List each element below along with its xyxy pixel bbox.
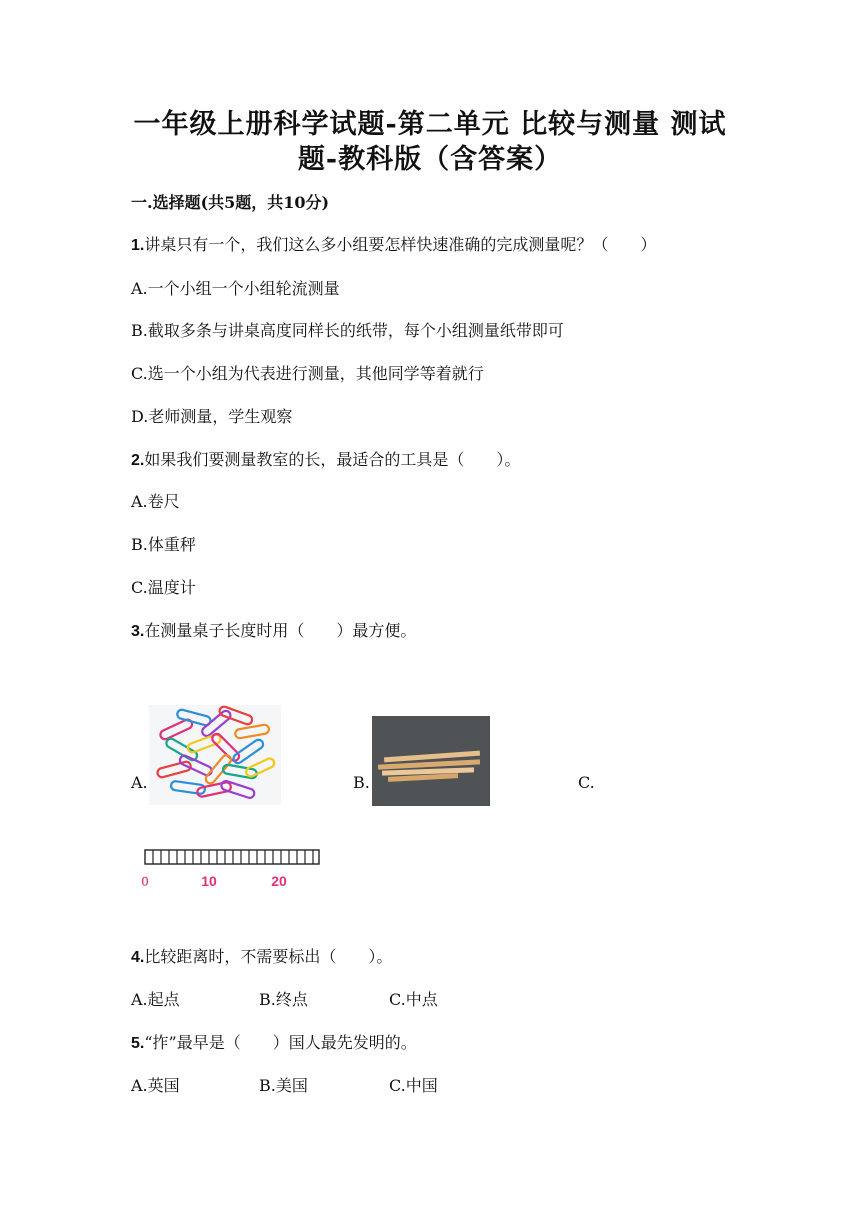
ruler-image <box>133 846 323 892</box>
question-3-option-b[interactable]: B. <box>353 773 370 792</box>
ruler-label-10: 10 <box>201 873 217 889</box>
question-1-option-d[interactable]: D.老师测量，学生观察 <box>131 407 293 426</box>
title-line-2: 题-教科版（含答案） <box>297 144 563 175</box>
question-3 <box>131 621 416 642</box>
ruler-label-20: 20 <box>271 873 287 889</box>
question-3-option-a[interactable]: A. <box>131 773 148 792</box>
paper-clips-image <box>149 705 281 805</box>
question-1-option-c[interactable]: C.选一个小组为代表进行测量，其他同学等着就行 <box>131 364 484 383</box>
title-line-1: 一年级上册科学试题-第二单元 比较与测量 测试 <box>133 109 727 140</box>
question-2-option-b[interactable]: B.体重秤 <box>131 535 196 554</box>
question-1-text: 讲桌只有一个，我们这么多小组要怎样快速准确的完成测量呢？（ ） <box>144 235 657 254</box>
question-2-option-a[interactable]: A.卷尺 <box>131 492 180 511</box>
ruler-illustration <box>133 846 323 892</box>
question-4 <box>131 947 392 968</box>
question-5 <box>131 1033 417 1054</box>
question-1 <box>131 235 656 256</box>
question-3-text: 在测量桌子长度时用（ ）最方便。 <box>144 621 417 640</box>
question-1-option-a[interactable]: A.一个小组一个小组轮流测量 <box>131 279 340 298</box>
question-2-option-c[interactable]: C.温度计 <box>131 578 196 597</box>
paper-clips-illustration <box>149 705 281 805</box>
question-3-option-c[interactable]: C. <box>578 773 595 792</box>
question-2 <box>131 450 520 471</box>
question-5-option-c[interactable]: C.中国 <box>389 1076 438 1095</box>
wooden-sticks-image <box>372 716 490 806</box>
wooden-sticks-illustration <box>372 716 490 806</box>
question-4-option-b[interactable]: B.终点 <box>259 990 308 1009</box>
question-4-option-a[interactable]: A.起点 <box>131 990 180 1009</box>
question-2-text: 如果我们要测量教室的长，最适合的工具是（ ）。 <box>144 450 521 469</box>
question-4-option-c[interactable]: C.中点 <box>389 990 438 1009</box>
question-3-number: 3. <box>131 623 145 640</box>
ruler-label-0: 0 <box>141 873 149 889</box>
question-5-option-a[interactable]: A.英国 <box>131 1076 180 1095</box>
question-5-text: “拃”最早是（ ）国人最先发明的。 <box>144 1033 417 1052</box>
question-1-number: 1. <box>131 237 145 254</box>
section-heading: 一.选择题(共5题，共10分) <box>131 193 330 212</box>
question-5-option-b[interactable]: B.美国 <box>259 1076 308 1095</box>
question-5-number: 5. <box>131 1035 145 1052</box>
question-2-number: 2. <box>131 452 145 469</box>
question-4-number: 4. <box>131 949 145 966</box>
question-1-option-b[interactable]: B.截取多条与讲桌高度同样长的纸带，每个小组测量纸带即可 <box>131 321 564 340</box>
question-4-text: 比较距离时，不需要标出（ ）。 <box>144 947 393 966</box>
